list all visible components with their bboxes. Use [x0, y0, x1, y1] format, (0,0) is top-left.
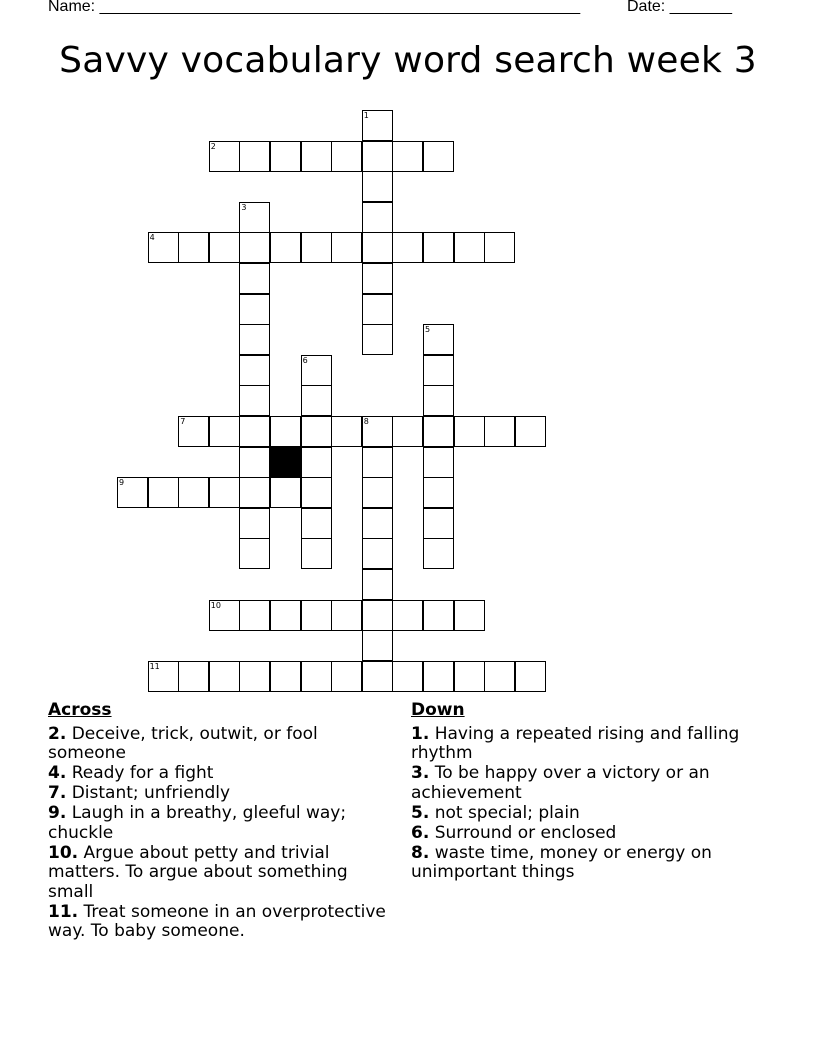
grid-cell[interactable] [301, 508, 332, 539]
grid-cell[interactable] [423, 385, 454, 416]
grid-cell[interactable] [270, 232, 301, 263]
clue-number: 11. [48, 901, 79, 922]
grid-cell[interactable] [392, 416, 423, 447]
grid-cell[interactable] [423, 447, 454, 478]
clue-down-3 [411, 764, 751, 803]
grid-cell[interactable] [178, 232, 209, 263]
across-heading: Across [48, 700, 112, 720]
grid-cell[interactable] [423, 232, 454, 263]
grid-cell[interactable] [209, 600, 240, 631]
grid-cell[interactable] [362, 630, 393, 661]
clue-number-label: 10 [210, 600, 221, 610]
grid-cell[interactable] [392, 141, 423, 172]
grid-cell[interactable] [423, 538, 454, 569]
grid-cell[interactable] [362, 416, 393, 447]
clue-across-7 [48, 784, 398, 804]
clue-number-label: 3 [241, 202, 247, 212]
down-heading: Down [411, 700, 465, 720]
grid-cell[interactable] [239, 263, 270, 294]
grid-cell[interactable] [301, 385, 332, 416]
grid-cell[interactable] [362, 202, 393, 233]
clue-number: 1. [411, 723, 430, 744]
page-title: Savvy vocabulary word search week 3 [59, 40, 757, 81]
grid-cell[interactable] [301, 141, 332, 172]
grid-cell[interactable] [362, 477, 393, 508]
grid-cell[interactable] [362, 447, 393, 478]
clue-across-10 [48, 844, 398, 903]
clue-number-label: 1 [363, 111, 369, 120]
clue-number: 7. [48, 783, 67, 803]
grid-cell[interactable] [239, 600, 270, 631]
grid-cell[interactable] [362, 294, 393, 325]
grid-cell[interactable] [301, 661, 332, 692]
grid-cell[interactable] [239, 324, 270, 355]
clue-number-label: 4 [149, 233, 155, 243]
grid-cell[interactable] [301, 355, 332, 386]
grid-cell[interactable] [239, 661, 270, 692]
clue-text: Laugh in a breathy, gleeful way; chuckle [48, 803, 347, 843]
grid-cell[interactable] [423, 600, 454, 631]
clue-across-9 [48, 804, 398, 843]
clue-across-4 [48, 764, 398, 784]
clue-number-label: 9 [119, 478, 125, 488]
clue-across-2 [48, 725, 398, 764]
grid-cell[interactable] [331, 232, 362, 263]
clue-number: 4. [48, 763, 67, 783]
grid-cell[interactable] [301, 232, 332, 263]
grid-cell[interactable] [362, 232, 393, 263]
grid-cell[interactable] [239, 385, 270, 416]
grid-cell[interactable] [484, 661, 515, 692]
grid-cell[interactable] [423, 355, 454, 386]
clue-text: Argue about petty and trivial matters. To argue about something small [48, 842, 348, 902]
grid-cell[interactable] [392, 600, 423, 631]
grid-cell[interactable] [484, 232, 515, 263]
grid-cell[interactable] [209, 232, 240, 263]
grid-cell[interactable] [270, 661, 301, 692]
grid-cell[interactable] [178, 416, 209, 447]
grid-cell[interactable] [362, 171, 393, 202]
grid-cell[interactable] [423, 324, 454, 355]
grid-cell[interactable] [148, 477, 179, 508]
grid-cell[interactable] [362, 569, 393, 600]
grid-cell[interactable] [362, 110, 393, 141]
grid-cell[interactable] [270, 600, 301, 631]
grid-cell[interactable] [484, 416, 515, 447]
grid-cell[interactable] [239, 477, 270, 508]
clue-text: Ready for a fight [66, 763, 214, 783]
grid-cell[interactable] [362, 600, 393, 631]
grid-cell[interactable] [270, 416, 301, 447]
grid-cell[interactable] [117, 477, 148, 508]
grid-cell[interactable] [331, 141, 362, 172]
grid-cell[interactable] [270, 141, 301, 172]
clue-number-label: 8 [363, 417, 369, 426]
clue-number-label: 11 [149, 661, 160, 671]
grid-cell[interactable] [423, 416, 454, 447]
grid-cell[interactable] [301, 600, 332, 631]
grid-cell[interactable] [423, 141, 454, 172]
grid-cell[interactable] [239, 141, 270, 172]
clue-down-1 [411, 725, 751, 764]
grid-cell[interactable] [178, 661, 209, 692]
grid-cell[interactable] [362, 324, 393, 355]
black-cell [270, 447, 301, 478]
clue-number: 3. [411, 763, 430, 783]
clue-number: 10. [48, 842, 79, 863]
grid-cell[interactable] [331, 416, 362, 447]
grid-cell[interactable] [362, 141, 393, 172]
grid-cell[interactable] [454, 232, 485, 263]
grid-cell[interactable] [239, 355, 270, 386]
grid-cell[interactable] [301, 447, 332, 478]
name-field[interactable]: Name: ______________________________________________________ [48, 0, 581, 15]
grid-cell[interactable] [301, 538, 332, 569]
grid-cell[interactable] [209, 477, 240, 508]
grid-cell[interactable] [301, 416, 332, 447]
down-clues [411, 701, 751, 883]
clue-down-5 [411, 804, 751, 824]
grid-cell[interactable] [515, 661, 546, 692]
grid-cell[interactable] [239, 202, 270, 233]
grid-cell[interactable] [239, 416, 270, 447]
across-clues [48, 701, 398, 942]
grid-cell[interactable] [423, 661, 454, 692]
grid-cell[interactable] [331, 661, 362, 692]
grid-cell[interactable] [209, 416, 240, 447]
grid-cell[interactable] [209, 141, 240, 172]
grid-cell[interactable] [362, 508, 393, 539]
grid-cell[interactable] [423, 508, 454, 539]
grid-cell[interactable] [148, 661, 179, 692]
clue-number-label: 2 [210, 141, 216, 151]
grid-cell[interactable] [454, 661, 485, 692]
clue-number: 2. [48, 723, 67, 744]
grid-cell[interactable] [423, 477, 454, 508]
clue-text: To be happy over a victory or an achievement [411, 763, 710, 803]
grid-cell[interactable] [362, 538, 393, 569]
grid-cell[interactable] [239, 508, 270, 539]
clue-text: Having a repeated rising and falling rhythm [411, 723, 740, 763]
grid-cell[interactable] [392, 232, 423, 263]
clue-number: 6. [411, 822, 430, 843]
clue-down-6 [411, 824, 751, 844]
grid-cell[interactable] [239, 538, 270, 569]
grid-cell[interactable] [362, 263, 393, 294]
clue-text: not special; plain [429, 802, 580, 823]
grid-cell[interactable] [239, 232, 270, 263]
grid-cell[interactable] [454, 600, 485, 631]
clue-across-11 [48, 903, 398, 942]
clue-text: Treat someone in an overprotective way. To baby someone. [48, 901, 386, 941]
grid-cell[interactable] [454, 416, 485, 447]
clue-text: waste time, money or energy on unimportant things [411, 842, 712, 882]
grid-cell[interactable] [331, 600, 362, 631]
clue-number-label: 7 [180, 417, 186, 426]
clue-text: Deceive, trick, outwit, or fool someone [48, 723, 318, 763]
grid-cell[interactable] [362, 661, 393, 692]
grid-cell[interactable] [178, 477, 209, 508]
clue-number: 9. [48, 803, 67, 823]
clue-number-label: 5 [425, 325, 431, 335]
clue-down-8 [411, 844, 751, 883]
date-field[interactable]: Date: _______ [627, 0, 732, 15]
grid-cell[interactable] [515, 416, 546, 447]
grid-cell[interactable] [239, 294, 270, 325]
grid-cell[interactable] [392, 661, 423, 692]
clue-text: Surround or enclosed [429, 822, 617, 843]
clue-text: Distant; unfriendly [66, 783, 231, 803]
clue-number: 8. [411, 842, 430, 863]
grid-cell[interactable] [209, 661, 240, 692]
grid-cell[interactable] [239, 447, 270, 478]
clue-number: 5. [411, 802, 430, 823]
grid-cell[interactable] [270, 477, 301, 508]
clue-number-label: 6 [302, 355, 308, 365]
grid-cell[interactable] [148, 232, 179, 263]
grid-cell[interactable] [301, 477, 332, 508]
